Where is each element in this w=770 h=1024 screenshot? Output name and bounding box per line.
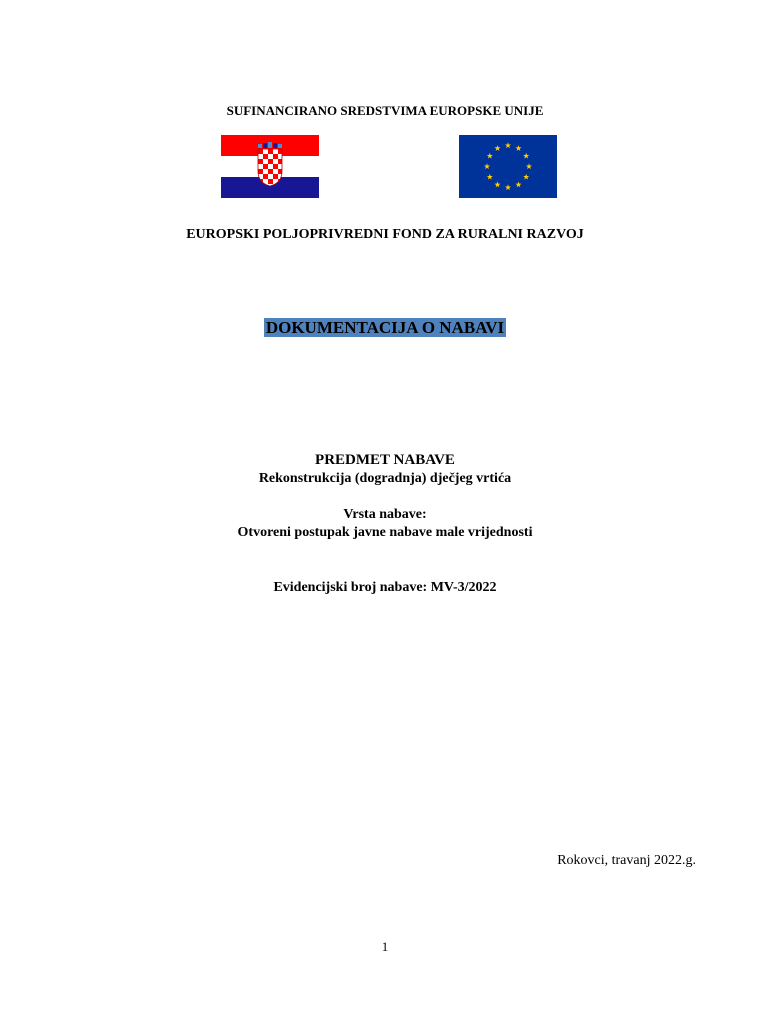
subject-label: PREDMET NABAVE [315,452,455,468]
subject-value: Rekonstrukcija (dogradnja) dječjeg vrtića [258,471,512,486]
eu-flag-icon [459,135,557,198]
fund-name: EUROPSKI POLJOPRIVREDNI FOND ZA RURALNI RAZVOJ [186,227,584,242]
page-number: 1 [381,939,389,954]
procurement-type-value: Otvoreni postupak javne nabave male vrijednosti [237,525,533,540]
document-title-text: DOKUMENTACIJA O NABAVI [265,318,505,337]
place-date: Rokovci, travanj 2022.g. [557,853,696,868]
procurement-type-label: Vrsta nabave: [343,507,427,522]
evidence-number: Evidencijski broj nabave: MV-3/2022 [273,580,497,595]
croatian-flag-icon [221,135,319,198]
flags-row [0,135,770,199]
funding-statement: SUFINANCIRANO SREDSTVIMA EUROPSKE UNIJE [226,103,544,118]
document-title [0,318,770,338]
